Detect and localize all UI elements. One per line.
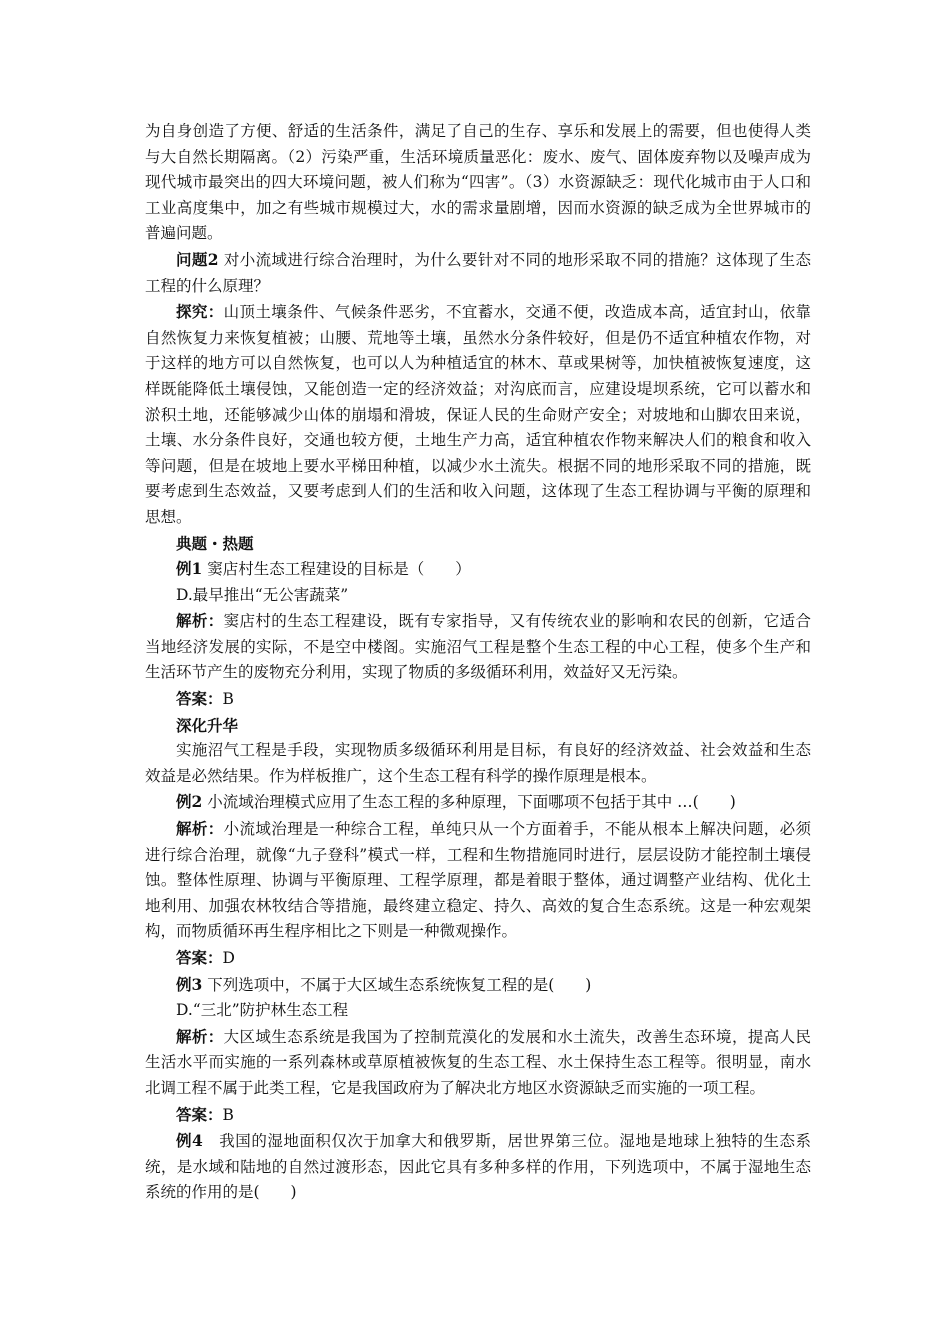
example-label: 例2 [176,792,203,812]
question-label: 问题2 [176,249,219,269]
example-2 [145,789,811,816]
analysis-text: 大区域生态系统是我国为了控制荒漠化的发展和水土流失，改善生态环境，提高人民生活水平而实施的一系列森林或草原植被恢复的生态工程、水土保持生态工程等。很明显，南水北调工程不属于此类工程，它是我国政府为了解决北方地区水资源缺乏而实施的一项工程。 [145,1027,811,1097]
analysis-label: 解析： [176,819,224,839]
question-2 [145,247,811,299]
example-1-analysis [145,608,811,686]
paragraph-text: 为自身创造了方便、舒适的生活条件，满足了自己的生存、享乐和发展上的需要，但也使得人类与大自然长期隔离。（2）污染严重，生活环境质量恶化：废水、废气、固体废弃物以及噪声成为现代城市最突出的四大环境问题，被人们称为“四害”。（3）水资源缺乏：现代化城市由于人口和工业高度集中，加之有些城市规模过大，水的需求量剧增，因而水资源的缺乏成为全世界城市的普遍问题。 [145,122,811,243]
example-text: 下列选项中，不属于大区域生态系统恢复工程的是( ) [202,975,592,994]
example-1-option-d: D.最早推出“无公害蔬菜” [176,585,349,604]
example-text: 我国的湿地面积仅次于加拿大和俄罗斯，居世界第三位。湿地是地球上独特的生态系统，是水域和陆地的自然过渡形态，因此它具有多种多样的作用，下列选项中，不属于湿地生态系统的作用的是( ) [145,1132,811,1202]
example-text: 窦店村生态工程建设的目标是（ ） [202,560,471,579]
example-3-option-d: D.“三北”防护林生态工程 [176,1001,349,1020]
example-label: 例3 [176,974,203,994]
example-label: 例1 [176,559,203,579]
example-1-answer [145,686,811,713]
example-2-answer [145,945,811,972]
document-page [145,119,811,1206]
analysis-label: 解析： [176,611,224,631]
analysis-text: 小流域治理是一种综合工程，单纯只从一个方面着手，不能从根本上解决问题，必须进行综合治理，就像“九子登科”模式一样，工程和生物措施同时进行，层层设防才能控制土壤侵蚀。整体性原理、协调与平衡原理、工程学原理，都是着眼于整体，通过调整产业结构、优化土地利用、加强农林牧结合等措施，最终建立稳定、持久、高效的复合生态系统。这是一种宏观架构，而物质循环再生程序相比之下则是一种微观操作。 [145,820,811,941]
answer-value: B [222,690,234,709]
answer-label: 答案： [176,948,223,967]
paragraph-city-problems [145,119,811,247]
example-text: 小流域治理模式应用了生态工程的多种原理，下面哪项不包括于其中 …( ) [202,793,736,812]
answer-value: B [222,1105,234,1124]
deepening-text: 实施沼气工程是手段，实现物质多级循环利用是目标，有良好的经济效益、社会效益和生态效益是必然结果。作为样板推广，这个生态工程有科学的操作原理是根本。 [145,741,811,785]
example-3-answer [145,1102,811,1129]
example-4 [145,1128,811,1206]
answer-label: 答案： [176,689,223,709]
answer-label: 答案： [176,1104,223,1124]
section-heading-deepening: 深化升华 [176,715,239,735]
analysis-text: 窦店村的生态工程建设，既有专家指导，又有传统农业的影响和农民的创新，它适合当地经济发展的实际，不是空中楼阁。实施沼气工程是整个生态工程的中心工程，使多个生产和生活环节产生的废物充分利用，实现了物质的多级循环利用，效益好又无污染。 [145,612,811,682]
example-1 [145,556,811,583]
section-heading-typical-questions: 典题・热题 [176,533,254,553]
exploration [145,299,811,530]
example-3-analysis [145,1024,811,1102]
exploration-text: 山顶土壤条件、气候条件恶劣，不宜蓄水，交通不便，改造成本高，适宜封山，依靠自然恢复力来恢复植被；山腰、荒地等土壤，虽然水分条件较好，但是仍不适宜种植农作物，对于这样的地方可以自然恢复，也可以人为种植适宜的林木、草或果树等，加快植被恢复速度，这样既能降低土壤侵蚀，又能创造一定的经济效益；对沟底而言，应建设堤坝系统，它可以蓄水和淤积土地，还能够减少山体的崩塌和滑坡，保证人民的生命财产安全；对坡地和山脚农田来说，土壤、水分条件良好，交通也较方便，土地生产力高，适宜种植农作物来解决人们的粮食和收入等问题，但是在坡地上要水平梯田种植，以减少水土流失。根据不同的地形采取不同的措施，既要考虑到生态效益，又要考虑到人们的生活和收入问题，这体现了生态工程协调与平衡的原理和思想。 [145,303,811,526]
example-2-analysis [145,816,811,945]
answer-value: D [222,949,235,967]
example-3 [145,972,811,999]
example-label: 例4 [176,1131,203,1151]
exploration-label: 探究： [176,302,224,322]
analysis-label: 解析： [176,1026,224,1046]
question-text: 对小流域进行综合治理时，为什么要针对不同的地形采取不同的措施？这体现了生态工程的什么原理？ [145,250,811,295]
